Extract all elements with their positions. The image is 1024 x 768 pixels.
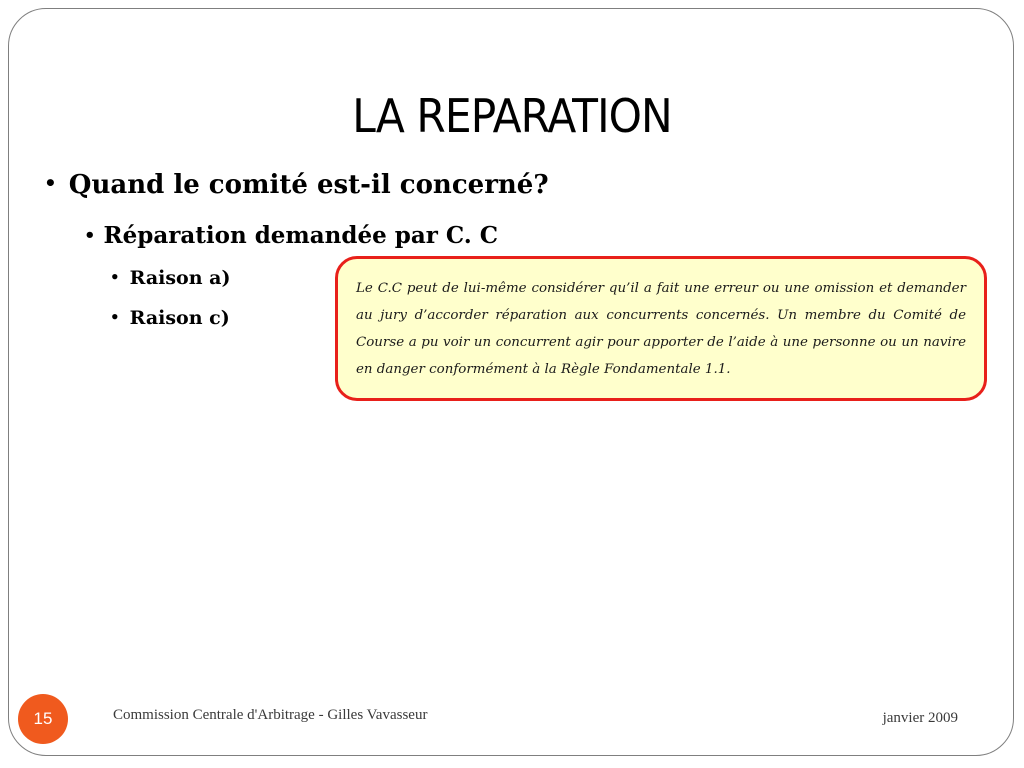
bullet-level-3 [110, 307, 230, 329]
bullet-dot-icon: • [110, 308, 120, 326]
bullet-text: Réparation demandée par C. C [103, 222, 499, 249]
bullet-text: Raison c) [129, 307, 230, 329]
bullet-dot-icon: • [110, 268, 120, 286]
callout-text: Le C.C peut de lui-même considérer qu’il a fait une erreur ou une omission et demander au jury d’accorder réparation aux concurrents concernés. Un membre du Comité de Course a pu voir un concurrent agir pour apporter de l’aide à une personne ou un navire en danger conformément à la Règle Fondamentale 1.1. [356, 281, 966, 377]
callout-box [335, 256, 987, 401]
footer-author: Commission Centrale d'Arbitrage - Gilles Vavasseur [113, 707, 428, 723]
bullet-level-1 [44, 170, 549, 200]
slide-title: LA REPARATION [352, 89, 672, 143]
page-number-badge: 15 [18, 694, 68, 744]
bullet-level-3 [110, 267, 230, 289]
bullet-dot-icon: • [84, 225, 96, 246]
bullet-text: Raison a) [129, 267, 231, 289]
footer-date: janvier 2009 [882, 710, 958, 726]
bullet-level-2 [84, 222, 498, 249]
bullet-dot-icon: • [44, 171, 57, 195]
bullet-text: Quand le comité est-il concerné? [68, 170, 549, 200]
